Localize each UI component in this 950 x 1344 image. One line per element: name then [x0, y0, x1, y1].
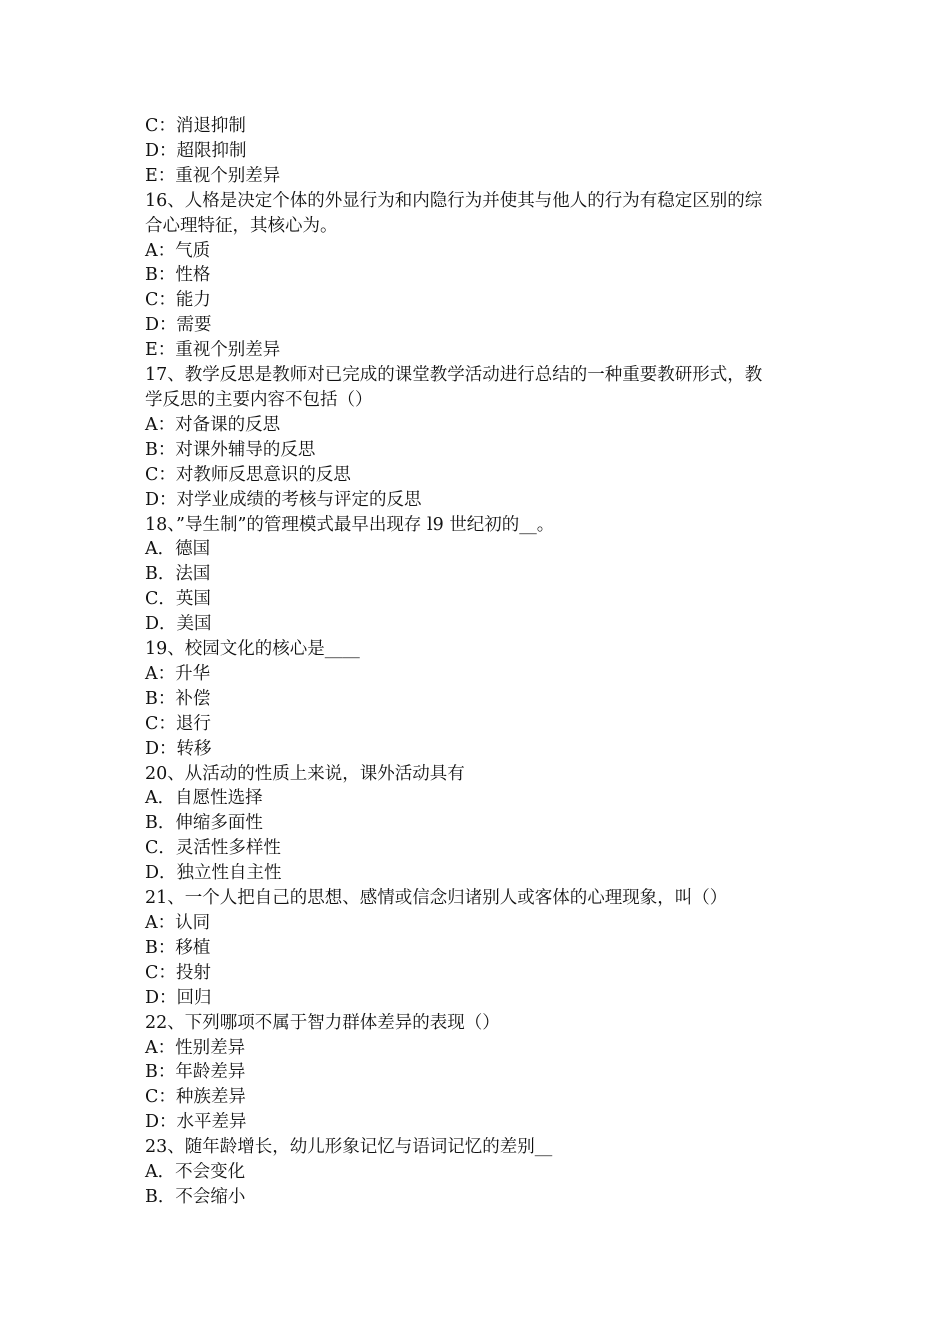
question-16-line-2: 合心理特征，其核心为。 — [145, 215, 338, 236]
option-line: B．法国 — [145, 564, 211, 585]
option-line: A：认同 — [145, 913, 211, 933]
option-line: A：性别差异 — [145, 1037, 246, 1058]
option-line: C：退行 — [145, 713, 211, 734]
question-16-line-1: 16、人格是决定个体的外显行为和内隐行为并使其与他人的行为有稳定区别的综 — [145, 190, 763, 211]
option-line: B．不会缩小 — [145, 1186, 246, 1207]
option-line: E：重视个别差异 — [145, 340, 281, 361]
question-20: 20、从活动的性质上来说，课外活动具有 — [145, 763, 465, 784]
question-22: 22、下列哪项不属于智力群体差异的表现（） — [145, 1012, 500, 1033]
option-line: A．不会变化 — [145, 1162, 246, 1183]
option-line: A：对备课的反思 — [145, 414, 281, 435]
option-line: B：性格 — [145, 265, 211, 286]
option-line: C：种族差异 — [145, 1087, 246, 1108]
option-line: D：对学业成绩的考核与评定的反思 — [145, 489, 422, 510]
question-text-block — [145, 114, 815, 1210]
option-line: C：能力 — [145, 290, 211, 311]
question-21: 21、一个人把自己的思想、感情或信念归诸别人或客体的心理现象，叫（） — [145, 888, 728, 909]
option-line: A．德国 — [145, 539, 211, 560]
option-line: D：回归 — [145, 987, 212, 1008]
option-line: B：移植 — [145, 937, 211, 958]
option-line: B：对课外辅导的反思 — [145, 439, 316, 460]
option-line: D．独立性自主性 — [145, 863, 282, 884]
option-line: D：需要 — [145, 315, 212, 336]
option-line: C．灵活性多样性 — [145, 838, 281, 859]
question-17-line-2: 学反思的主要内容不包括（） — [145, 389, 373, 410]
option-line: C：对教师反思意识的反思 — [145, 464, 351, 485]
text-line: C：消退抑制 — [145, 116, 246, 136]
option-line: D：水平差异 — [145, 1112, 247, 1133]
option-line: A．自愿性选择 — [145, 788, 263, 809]
question-19: 19、校园文化的核心是____ — [145, 639, 360, 660]
option-line: B：年龄差异 — [145, 1062, 246, 1083]
question-23: 23、随年龄增长，幼儿形象记忆与语词记忆的差别__ — [145, 1137, 553, 1158]
option-line: A：升华 — [145, 663, 211, 684]
question-18: 18、”导生制”的管理模式最早出现存 l9 世纪初的__。 — [145, 514, 555, 535]
option-line: D．美国 — [145, 614, 212, 635]
option-line: C．英国 — [145, 589, 211, 610]
text-line: E：重视个别差异 — [145, 165, 281, 186]
option-line: B．伸缩多面性 — [145, 813, 263, 834]
option-line: B：补偿 — [145, 688, 211, 709]
text-line: D：超限抑制 — [145, 140, 247, 161]
question-17-line-1: 17、教学反思是教师对已完成的课堂教学活动进行总结的一种重要教研形式，教 — [145, 365, 763, 386]
option-line: D：转移 — [145, 738, 212, 759]
option-line: C：投射 — [145, 962, 211, 983]
option-line: A：气质 — [145, 240, 211, 261]
